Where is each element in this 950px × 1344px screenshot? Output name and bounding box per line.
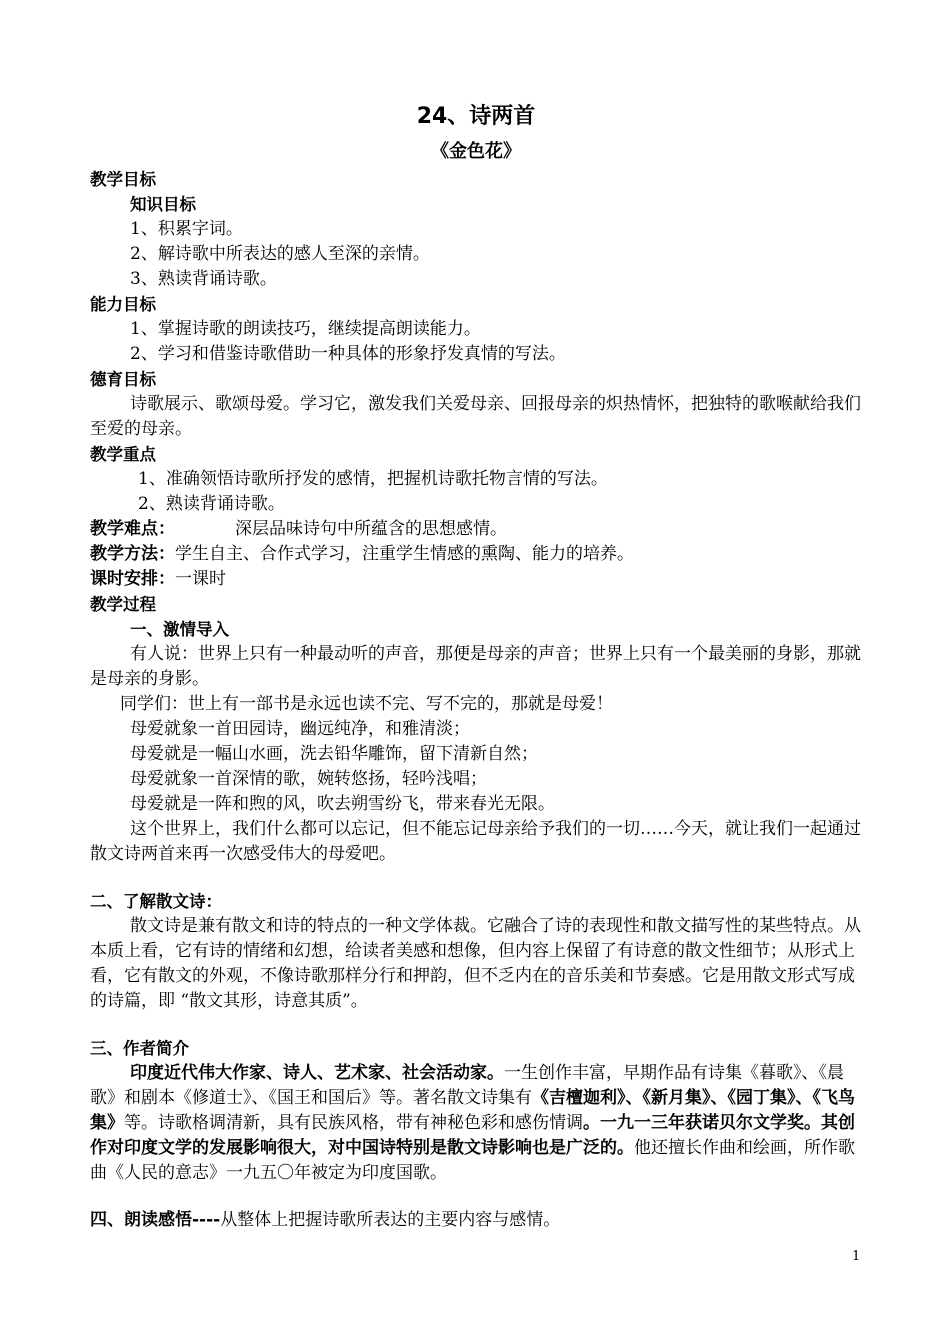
intro-poem-line: 母爱就象一首深情的歌，婉转悠扬，轻吟浅唱； — [130, 769, 487, 789]
method-text: 学生自主、合作式学习，注重学生情感的熏陶、能力的培养。 — [175, 544, 634, 564]
knowledge-item: 2、解诗歌中所表达的感人至深的亲情。 — [130, 244, 430, 264]
ability-heading: 能力目标 — [90, 295, 156, 314]
intro-heading: 一、激情导入 — [130, 620, 229, 639]
document-content — [90, 100, 862, 1233]
ability-item: 1、掌握诗歌的朗读技巧，继续提高朗读能力。 — [130, 319, 481, 339]
schedule-label: 课时安排： — [90, 569, 175, 589]
page-subtitle: 《金色花》 — [431, 141, 521, 162]
prose-paragraph — [90, 914, 862, 1014]
knowledge-item: 3、熟读背诵诗歌。 — [130, 269, 277, 289]
author-text-1: 一生创作丰富，早期作品有诗集《暮歌》、《晨歌》和剧本《修道士》、《国王和国后》等。著名散文诗集有 — [90, 1063, 844, 1108]
knowledge-heading: 知识目标 — [130, 195, 196, 214]
key-point-item: 1、准确领悟诗歌所抒发的感情，把握机诗歌托物言情的写法。 — [138, 469, 608, 489]
author-text-2: 等。诗歌格调清新，具有民族风格，带有神秘色彩和感伤情调 — [124, 1113, 583, 1133]
moral-heading: 德育目标 — [90, 370, 156, 389]
schedule-row — [90, 567, 862, 592]
ability-item: 2、学习和借鉴诗歌借助一种具体的形象抒发真情的写法。 — [130, 344, 566, 364]
schedule-text: 一课时 — [175, 569, 226, 589]
intro-paragraph: 这个世界上，我们什么都可以忘记，但不能忘记母亲给予我们的一切……今天，就让我们一起通过散文诗两首来再一次感受伟大的母爱吧。 — [90, 819, 861, 864]
intro-poem-line: 母爱就是一幅山水画，洗去铅华雕饰，留下清新自然； — [130, 744, 538, 764]
moral-text: 诗歌展示、歌颂母爱。学习它，激发我们关爱母亲、回报母亲的炽热情怀，把独特的歌喉献给我们至爱的母亲。 — [90, 394, 861, 439]
author-paragraph — [90, 1061, 862, 1186]
reading-heading: 四、朗读感悟---- — [90, 1210, 221, 1230]
difficulty-label: 教学难点： — [90, 519, 175, 539]
author-bold-2: 《吉檀迦利》、《新月集》、《园丁集》、《飞鸟集》 — [90, 1088, 855, 1133]
prose-text: 散文诗是兼有散文和诗的特点的一种文学体裁。它融合了诗的表现性和散文描写性的某些特点。从本质上看，它有诗的情绪和幻想，给读者美感和想像，但内容上保留了有诗意的散文性细节；从形式上看，它有散文的外观，不像诗歌那样分行和押韵，但不乏内在的音乐美和节奏感。它是用散文形式写成的诗篇，即 — [90, 916, 861, 1011]
prose-quote: “散文其形，诗意其质”。 — [180, 991, 368, 1011]
key-points-heading: 教学重点 — [90, 445, 156, 464]
author-heading: 三、作者简介 — [90, 1039, 189, 1058]
author-bold-3: 。一九一三年获诺贝尔文学奖。其创作对印度文学的发展影响很大，对中国诗特别是散文诗影响也是广泛的。 — [90, 1113, 855, 1158]
author-text-3: 他还擅长作曲和绘画，所作歌曲《人民的意志》一九五〇年被定为印度国歌。 — [90, 1138, 855, 1183]
author-bold-1: 印度近代伟大作家、诗人、艺术家、社会活动家。 — [130, 1063, 504, 1083]
knowledge-item: 1、积累字词。 — [130, 219, 243, 239]
page-number: 1 — [852, 1249, 861, 1264]
method-row — [90, 542, 862, 567]
process-heading: 教学过程 — [90, 595, 156, 614]
difficulty-row — [90, 517, 862, 542]
prose-heading: 二、了解散文诗： — [90, 892, 222, 911]
reading-row — [90, 1208, 862, 1233]
intro-poem-line: 母爱就是一阵和煦的风，吹去朔雪纷飞，带来春光无限。 — [130, 794, 555, 814]
intro-poem-line: 母爱就象一首田园诗，幽远纯净，和雅清淡； — [130, 719, 470, 739]
intro-paragraph: 同学们：世上有一部书是永远也读不完、写不完的，那就是母爱！ — [120, 694, 613, 714]
reading-text: 从整体上把握诗歌所表达的主要内容与感情。 — [220, 1210, 561, 1230]
objectives-heading: 教学目标 — [90, 170, 156, 189]
method-label: 教学方法： — [90, 544, 175, 564]
intro-paragraph: 有人说：世界上只有一种最动听的声音，那便是母亲的声音；世界上只有一个最美丽的身影，那就是母亲的身影。 — [90, 644, 861, 689]
difficulty-text: 深层品味诗句中所蕴含的思想感情。 — [235, 519, 507, 539]
page-title: 24、诗两首 — [416, 104, 536, 129]
key-point-item: 2、熟读背诵诗歌。 — [138, 494, 285, 514]
